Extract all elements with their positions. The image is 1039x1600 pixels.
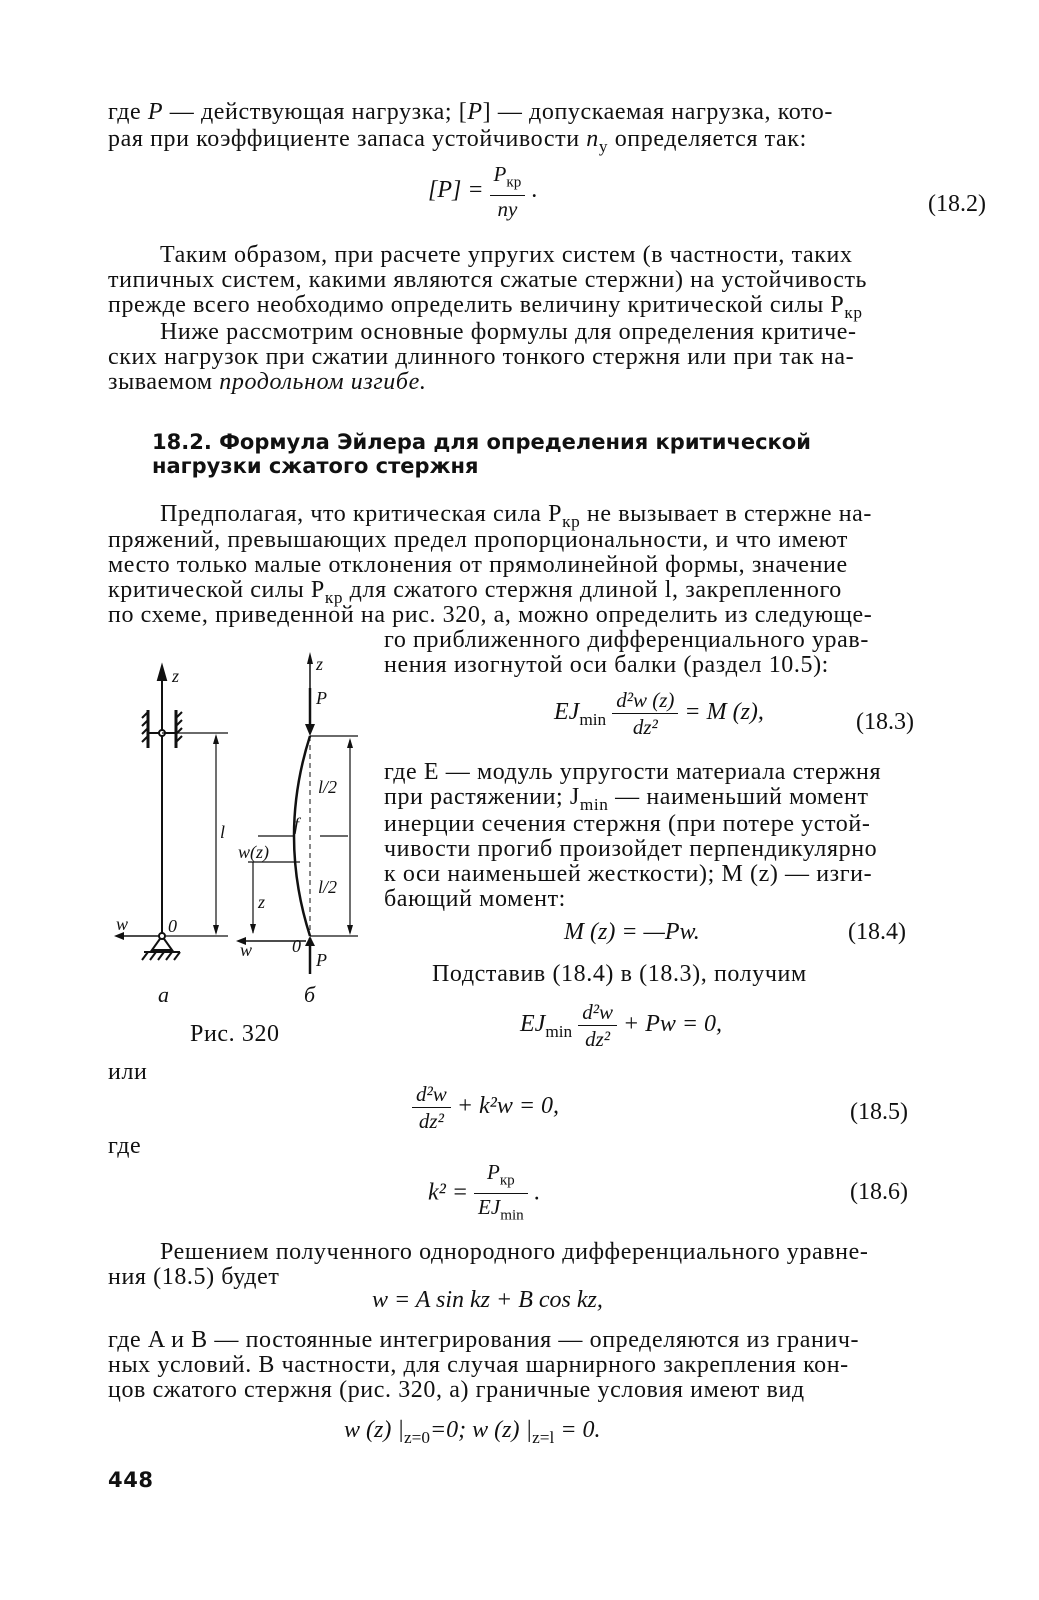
- text-line: Подставив (18.4) в (18.3), получим: [432, 961, 807, 987]
- label-w-a: w: [116, 914, 129, 934]
- equation-solution: w = A sin kz + B cos kz,: [372, 1287, 603, 1313]
- fraction: [612, 688, 678, 739]
- subscript: кр: [506, 174, 522, 191]
- text-line: типичных систем, какими являются сжатые стержни) на устойчивость: [108, 267, 868, 293]
- frac-num: d²w: [412, 1082, 451, 1108]
- fraction: [578, 1000, 617, 1051]
- subscript: z=l: [532, 1428, 555, 1448]
- figure-320: [108, 648, 378, 1058]
- eq-part: = 0.: [554, 1417, 601, 1443]
- axis-arrow-z-a: [158, 666, 166, 680]
- eq-part: w (z) |: [344, 1417, 404, 1443]
- eq-lhs: EJ: [554, 699, 580, 726]
- subscript: min: [579, 710, 607, 730]
- label-l2-top: l/2: [318, 777, 338, 797]
- label-0-a: 0: [168, 916, 177, 936]
- frac-den: dz²: [418, 1109, 444, 1133]
- text-span: прежде всего необходимо определить величину критической силы P: [108, 292, 845, 318]
- text-line: го приближенного дифференциального урав-: [384, 627, 869, 653]
- punct: .: [531, 177, 538, 204]
- punct: .: [533, 1179, 540, 1206]
- text-line: Решением полученного однородного дифференциального уравне-: [160, 1239, 869, 1265]
- label-l-a: l: [220, 822, 226, 842]
- text-line: ния (18.5) будет: [108, 1264, 280, 1290]
- page-number: 448: [108, 1468, 154, 1492]
- text-line: бающий момент:: [384, 886, 566, 912]
- text-line: [108, 127, 807, 159]
- frac-num: P: [487, 1160, 500, 1184]
- text-span: определяется так:: [608, 126, 807, 152]
- equation-number: (18.2): [928, 191, 986, 217]
- text-span: где: [108, 99, 148, 125]
- text-line: пряжений, превышающих предел пропорциональности, и что имеют: [108, 527, 848, 553]
- equation-18-4: M (z) = —Pw.: [564, 919, 700, 945]
- text-line: ских нагрузок при сжатии длинного тонкого стержня или при так на-: [108, 344, 855, 370]
- label-a: а: [158, 982, 169, 1007]
- eq-lhs: EJ: [520, 1011, 546, 1038]
- eq-rhs: + k²w = 0,: [456, 1093, 560, 1120]
- text-span: при растяжении; J: [384, 784, 580, 810]
- frac-den: dz²: [632, 715, 658, 739]
- frac-num: d²w (z): [612, 688, 678, 714]
- axis-arrow-z-b: [307, 652, 313, 664]
- text-line: [108, 100, 833, 125]
- subscript: min: [500, 1207, 524, 1224]
- label-b: б: [304, 982, 316, 1007]
- text-line: Таким образом, при расчете упругих систем (в частности, таких: [160, 242, 853, 268]
- text-span: Предполагая, что критическая сила P: [160, 501, 563, 527]
- text-line: где A и B — постоянные интегрирования — определяются из гранич-: [108, 1327, 860, 1353]
- text-line: где E — модуль упругости материала стержня: [384, 759, 882, 785]
- text-span: рая при коэффициенте запаса устойчивости: [108, 126, 587, 152]
- subscript: кр: [499, 1172, 515, 1189]
- subscript: кр: [324, 588, 344, 608]
- equation-18-5: [412, 1082, 559, 1133]
- equation-boundary-conditions: [344, 1416, 601, 1452]
- section-heading: 18.2. Формула Эйлера для определения критической: [152, 430, 811, 454]
- text-line: чивости прогиб произойдет перпендикулярно: [384, 836, 878, 862]
- text-line: где: [108, 1133, 142, 1159]
- text-line: ных условий. В частности, для случая шарнирного закрепления кон-: [108, 1352, 849, 1378]
- symbol-n: n: [586, 126, 599, 152]
- frac-den: EJ: [478, 1195, 501, 1220]
- text-span: не вызывает в стержне на-: [580, 501, 872, 527]
- text-span: критической силы P: [108, 577, 325, 603]
- text-line: по схеме, приведенной на рис. 320, а, можно определить из следующе-: [108, 602, 873, 628]
- eq-lhs: k² =: [428, 1179, 469, 1206]
- equation-18-6: [428, 1160, 540, 1228]
- equation-number: (18.4): [848, 919, 906, 945]
- equation-number: (18.6): [850, 1179, 908, 1205]
- label-z-dim: z: [258, 892, 266, 912]
- section-heading: нагрузки сжатого стержня: [152, 454, 479, 478]
- text-line: цов сжатого стержня (рис. 320, а) граничные условия имеют вид: [108, 1377, 805, 1403]
- text-line: к оси наименьшей жесткости); M (z) — изги-: [384, 861, 873, 887]
- subscript: min: [545, 1022, 573, 1042]
- deflected-axis: [294, 736, 310, 936]
- frac-num: d²w: [578, 1000, 617, 1026]
- text-line: инерции сечения стержня (при потере устой-: [384, 811, 871, 837]
- text-span: ] — допускаемая нагрузка, кото-: [482, 99, 833, 125]
- subscript: кр: [562, 512, 581, 532]
- text-span: зываемом: [108, 369, 220, 395]
- text-line: Ниже рассмотрим основные формулы для определения критиче-: [160, 319, 857, 345]
- eq-rhs: + Pw = 0,: [623, 1011, 723, 1038]
- label-P-top: P: [316, 688, 327, 708]
- subscript: у: [598, 137, 609, 157]
- text-span: — действующая нагрузка; [: [163, 99, 468, 125]
- equation-substituted: [520, 1000, 722, 1051]
- equation-18-2: [428, 162, 537, 221]
- subscript: z=0: [403, 1428, 430, 1448]
- label-f: f: [294, 814, 300, 834]
- label-l2-bottom: l/2: [318, 877, 338, 897]
- subscript: кр: [844, 303, 863, 323]
- label-0-b: 0: [292, 936, 301, 956]
- text-span: — наименьший момент: [608, 784, 869, 810]
- fraction: [474, 1160, 528, 1228]
- figure-caption: Рис. 320: [190, 1021, 280, 1047]
- eq-part: =0; w (z) |: [429, 1417, 533, 1443]
- frac-den: nу: [497, 197, 518, 222]
- label-wz: w(z): [238, 842, 269, 862]
- fraction: [412, 1082, 451, 1133]
- symbol-P: P: [467, 99, 483, 125]
- label-z-a: z: [172, 666, 180, 686]
- subscript: min: [579, 795, 609, 815]
- text-line: нения изогнутой оси балки (раздел 10.5):: [384, 652, 829, 678]
- label-P-bottom: P: [316, 950, 327, 970]
- text-line: место только малые отклонения от прямолинейной формы, значение: [108, 552, 848, 578]
- equation-number: (18.3): [856, 709, 914, 735]
- text-span: для сжатого стержня длиной l, закрепленного: [343, 577, 842, 603]
- frac-num: P: [493, 162, 507, 186]
- frac-den: dz²: [585, 1027, 611, 1051]
- italic-term: продольном изгибе.: [219, 369, 427, 395]
- text-line: или: [108, 1059, 148, 1085]
- eq-rhs: = M (z),: [684, 699, 764, 726]
- text-line: [108, 370, 426, 395]
- fraction: [490, 162, 526, 221]
- label-z-b: z: [316, 654, 324, 674]
- label-w-b: w: [240, 940, 253, 960]
- equation-18-3: [554, 688, 764, 739]
- equation-number: (18.5): [850, 1099, 908, 1125]
- eq-lhs: [P] =: [428, 177, 484, 204]
- symbol-P: P: [147, 99, 164, 125]
